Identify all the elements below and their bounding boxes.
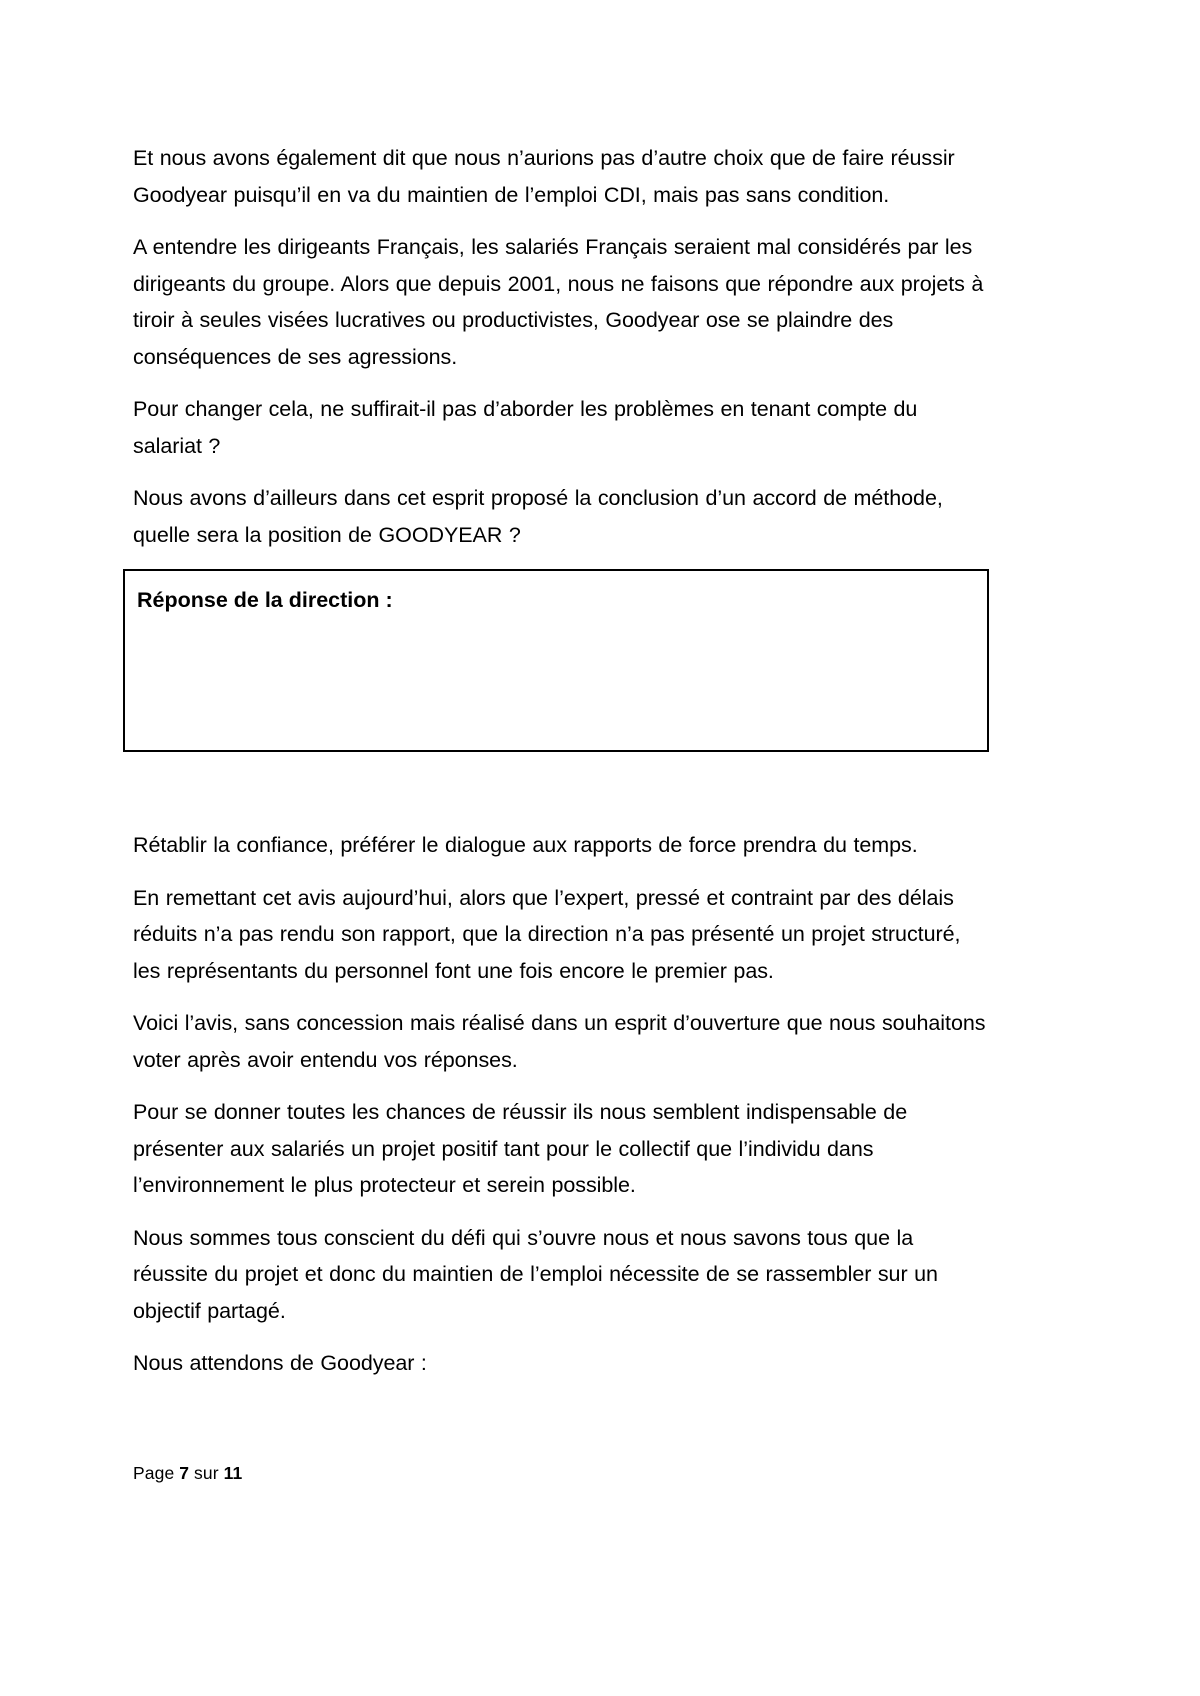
page-number-text (133, 1461, 991, 1485)
paragraph-changer-cela: Pour changer cela, ne suffirait-il pas d’aborder les problèmes en tenant compte du salariat ? (133, 397, 918, 458)
paragraph-chances-de-reussir: Pour se donner toutes les chances de réussir ils nous semblent indispensable de présenter aux salariés un projet positif tant pour le collectif que l’individu dans l’environnement le plus protecteur et serein possible. (133, 1100, 908, 1197)
paragraph-nous-attendons: Nous attendons de Goodyear : (133, 1351, 427, 1375)
paragraph-voici-avis: Voici l’avis, sans concession mais réalisé dans un esprit d’ouverture que nous souhaitons voter après avoir entendu vos réponses. (133, 1011, 986, 1072)
footer-total-pages: 11 (223, 1463, 243, 1483)
paragraph-dirigeants-francais: A entendre les dirigeants Français, les salariés Français seraient mal considérés par les dirigeants du groupe. Alors que depuis 2001, nous ne faisons que répondre aux projets à tiroir à seules visées lucratives ou productivistes, Goodyear ose se plaindre des conséquences de ses agressions. (133, 235, 984, 369)
response-direction-box (123, 569, 989, 752)
post-box-spacer (133, 752, 991, 827)
page-footer (133, 1461, 991, 1485)
footer-prefix: Page (133, 1463, 180, 1483)
paragraph-remettant-avis: En remettant cet avis aujourd’hui, alors que l’expert, pressé et contraint par des délais réduits n’a pas rendu son rapport, que la direction n’a pas présenté un projet structuré, les représentants du personnel font une fois encore le premier pas. (133, 885, 961, 983)
document-body (133, 0, 991, 1398)
paragraph-retablir-confiance: Rétablir la confiance, préférer le dialogue aux rapports de force prendra du temps. (133, 833, 918, 857)
paragraph-condition: Et nous avons également dit que nous n’aurions pas d’autre choix que de faire réussir Goodyear puisqu’il en va du maintien de l’emploi CDI, mais pas sans condition. (133, 146, 955, 207)
paragraph-objectif-partage: Nous sommes tous conscient du défi qui s’ouvre nous et nous savons tous que la réussite du projet et donc du maintien de l’emploi nécessite de se rassembler sur un objectif partagé. (133, 1225, 938, 1323)
paragraph-accord-de-methode: Nous avons d’ailleurs dans cet esprit proposé la conclusion d’un accord de méthode, quelle sera la position de GOODYEAR ? (133, 486, 943, 547)
top-margin-spacer (133, 0, 991, 140)
response-direction-label: Réponse de la direction : (137, 588, 393, 612)
footer-current-page: 7 (179, 1463, 190, 1483)
footer-middle: sur (189, 1463, 224, 1483)
